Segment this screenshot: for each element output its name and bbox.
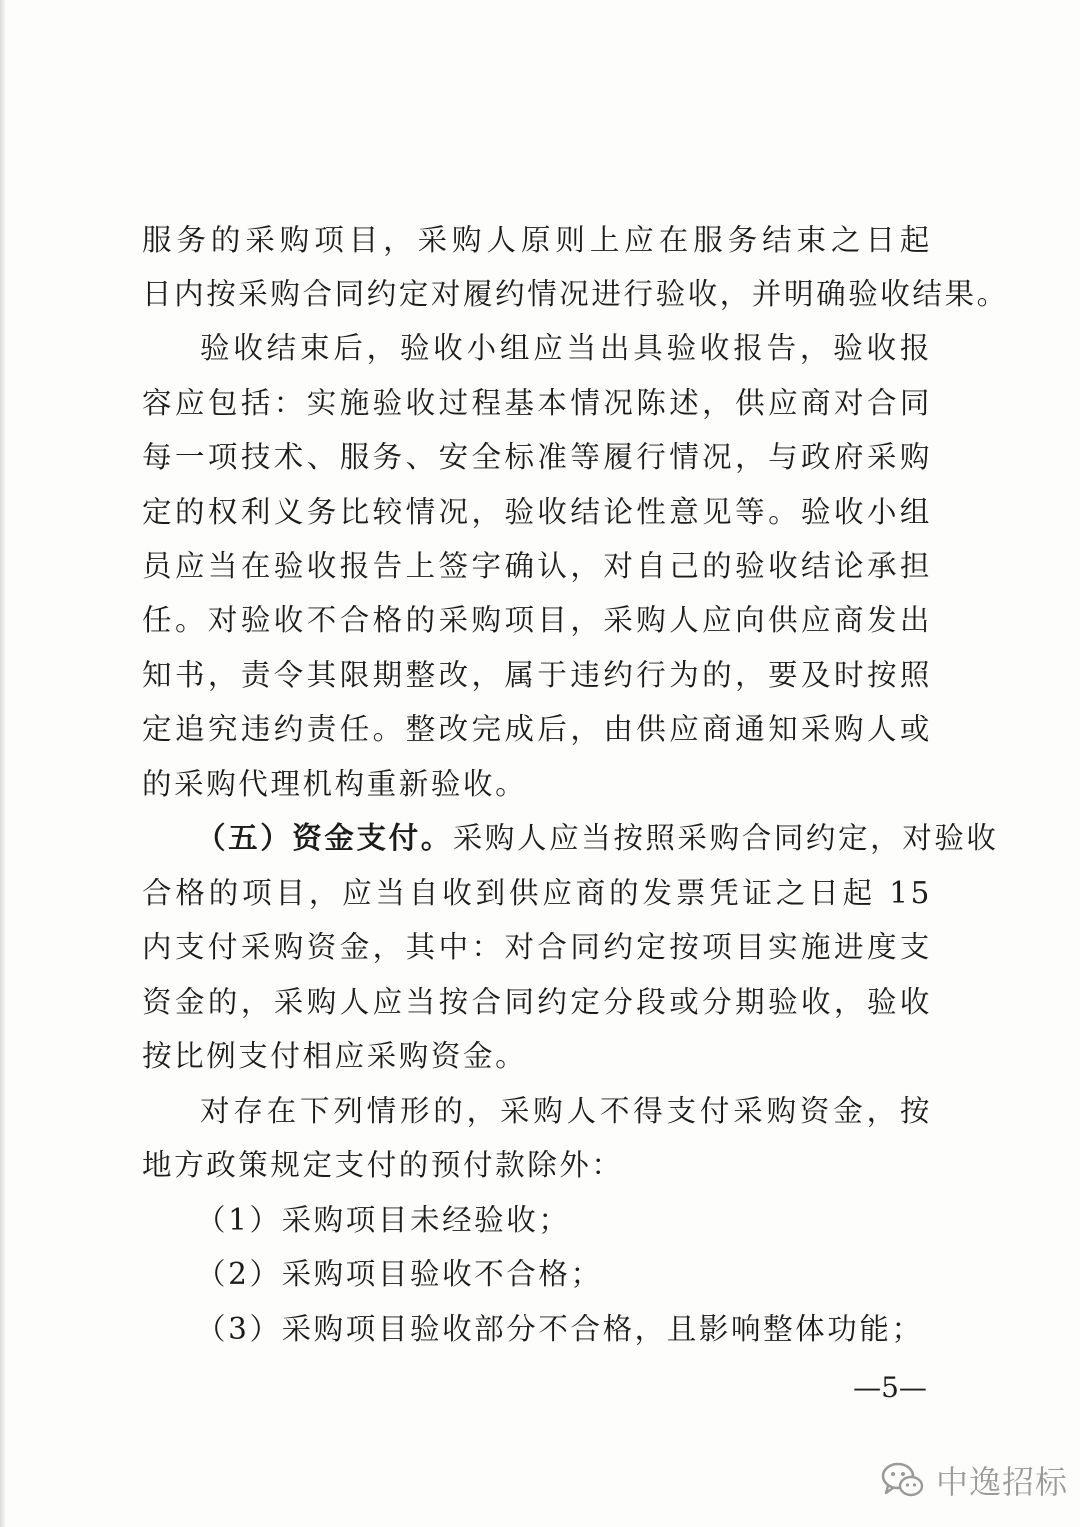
text-line: 内支付采购资金，其中：对合同约定按项目实施进度支 bbox=[142, 930, 932, 964]
text-line: 对存在下列情形的，采购人不得支付采购资金，按 bbox=[200, 1094, 932, 1128]
section-heading-line bbox=[196, 818, 999, 858]
list-item: （3）采购项目验收部分不合格，且影响整体功能； bbox=[196, 1312, 924, 1346]
text-line: 定的权利义务比较情况，验收结论性意见等。验收小组 bbox=[142, 495, 932, 529]
text-line: 按比例支付相应采购资金。 bbox=[142, 1039, 528, 1073]
text-line: 资金的，采购人应当按合同约定分段或分期验收，验收 bbox=[142, 985, 932, 1019]
text-line: 日内按采购合同约定对履约情况进行验收，并明确验收结果。 bbox=[142, 277, 1009, 311]
text-line: 每一项技术、服务、安全标准等履行情况，与政府采购 bbox=[142, 440, 932, 474]
watermark-text: 中逸招标 bbox=[936, 1463, 1069, 1501]
text-line: 任。对验收不合格的采购项目，采购人应向供应商发出 bbox=[142, 603, 932, 637]
text-line: 知书，责令其限期整改，属于违约行为的，要及时按照 bbox=[142, 658, 932, 692]
text-line: 容应包括：实施验收过程基本情况陈述，供应商对合同 bbox=[142, 386, 932, 420]
section-heading: （五）资金支付。 bbox=[196, 820, 453, 855]
text-line: 服务的采购项目，采购人原则上应在服务结束之日起 bbox=[142, 223, 932, 257]
text-line: 合格的项目，应当自收到供应商的发票凭证之日起 15 bbox=[142, 876, 932, 910]
text-line: 定追究违约责任。整改完成后，由供应商通知采购人或 bbox=[142, 712, 932, 746]
scan-edge-shadow bbox=[0, 0, 6, 1527]
text-line: 的采购代理机构重新验收。 bbox=[142, 767, 528, 801]
wechat-icon bbox=[880, 1460, 926, 1500]
text-line: 采购人应当按照采购合同约定，对验收 bbox=[452, 821, 999, 855]
list-item: （1）采购项目未经验收； bbox=[196, 1203, 571, 1237]
page-number: —5— bbox=[853, 1371, 927, 1404]
watermark bbox=[880, 1455, 1068, 1505]
text-line: 验收结束后，验收小组应当出具验收报告，验收报 bbox=[200, 331, 932, 365]
text-line: 地方政策规定支付的预付款除外： bbox=[142, 1148, 624, 1182]
list-item: （2）采购项目验收不合格； bbox=[196, 1257, 603, 1291]
text-line: 员应当在验收报告上签字确认，对自己的验收结论承担 bbox=[142, 549, 932, 583]
